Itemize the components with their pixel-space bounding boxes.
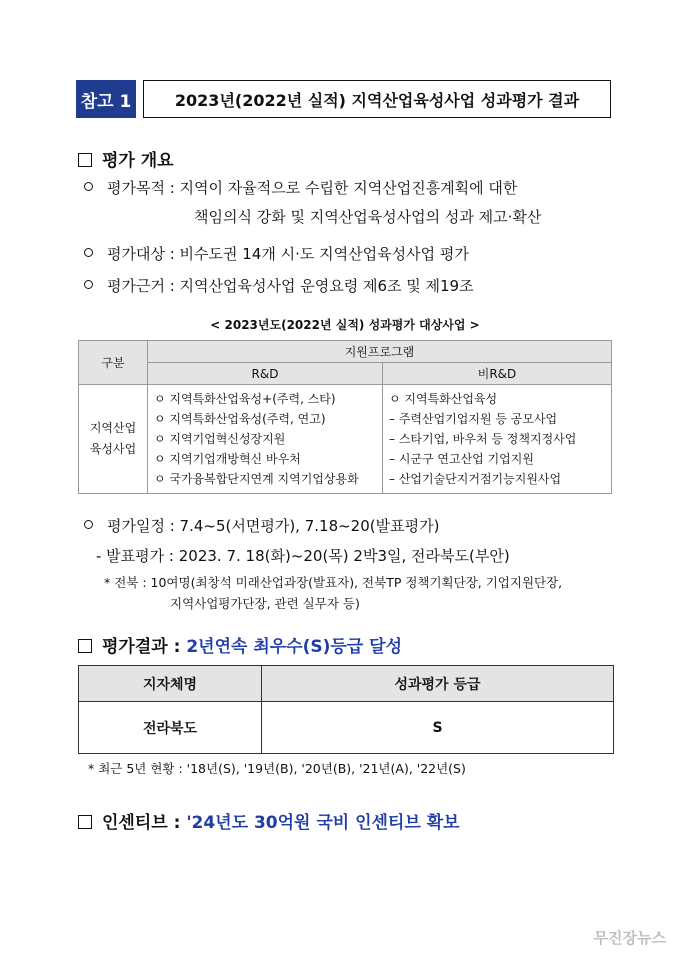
- programs-table: [78, 340, 612, 494]
- circle-bullet-icon: [84, 248, 93, 257]
- attendees-note: * 전북 : 10여명(최창석 미래산업과장(발표자), 전북TP 정책기획단장, 기업지원단장,: [104, 575, 563, 590]
- document-title: 2023년(2022년 실적) 지역산업육성사업 성과평가 결과: [143, 80, 611, 118]
- circle-bullet-icon: [84, 520, 93, 529]
- list-item: – 시군구 연고산업 기업지원: [389, 452, 534, 466]
- list-item: – 주력산업기업지원 등 공모사업: [389, 412, 558, 426]
- purpose-line: 평가목적 : 지역이 자율적으로 수립한 지역산업진흥계획에 대한: [84, 177, 517, 198]
- result-table: [78, 665, 614, 754]
- history-note: * 최근 5년 현황 : '18년(S), '19년(B), '20년(B), '21년(A), '22년(S): [88, 761, 466, 776]
- nonrd-header: 비R&D: [383, 363, 612, 385]
- reference-tag: 참고 1: [76, 80, 136, 118]
- category-header: 구분: [79, 341, 148, 385]
- list-item: ㅇ 국가융복합단지연계 지역기업상용화: [154, 472, 359, 486]
- circle-bullet-icon: [84, 280, 93, 289]
- incentive-heading: 인센티브 : '24년도 30억원 국비 인센티브 확보: [78, 808, 460, 833]
- presentation-line: - 발표평가 : 2023. 7. 18(화)~20(목) 2박3일, 전라북도(부안): [96, 547, 510, 565]
- attendees-note-2: 지역사업평가단장, 관련 실무자 등): [170, 596, 360, 611]
- rd-program-list: [148, 385, 383, 494]
- list-item: – 스타기업, 바우처 등 정책지정사업: [389, 432, 577, 446]
- overview-heading: 평가 개요: [78, 146, 174, 171]
- region-cell: 전라북도: [79, 702, 262, 754]
- result-heading: 평가결과 : 2년연속 최우수(S)등급 달성: [78, 632, 402, 657]
- grade-cell: S: [262, 702, 614, 754]
- table-caption: < 2023년도(2022년 실적) 성과평가 대상사업 >: [210, 318, 480, 332]
- basis-line: 평가근거 : 지역산업육성사업 운영요령 제6조 및 제19조: [84, 275, 474, 296]
- checkbox-square-icon: [78, 815, 92, 829]
- list-item: – 산업기술단지거점기능지원사업: [389, 472, 562, 486]
- checkbox-square-icon: [78, 639, 92, 653]
- list-item: ㅇ 지역특화산업육성(주력, 연고): [154, 412, 326, 426]
- grade-header: 성과평가 등급: [262, 666, 614, 702]
- schedule-line: 평가일정 : 7.4~5(서면평가), 7.18~20(발표평가): [84, 515, 439, 536]
- program-header: 지원프로그램: [148, 341, 612, 363]
- list-item: ㅇ 지역기업혁신성장지원: [154, 432, 286, 446]
- row-label: 지역산업 육성사업: [79, 385, 148, 494]
- result-highlight: 2년연속 최우수(S)등급 달성: [186, 637, 402, 657]
- list-item: ㅇ 지역기업개방혁신 바우처: [154, 452, 301, 466]
- region-header: 지자체명: [79, 666, 262, 702]
- circle-bullet-icon: [84, 182, 93, 191]
- purpose-line-2: 책임의식 강화 및 지역산업육성사업의 성과 제고·확산: [194, 208, 542, 226]
- watermark-logo: 무진장뉴스: [593, 929, 666, 947]
- checkbox-square-icon: [78, 153, 92, 167]
- list-item: ㅇ 지역특화산업육성: [389, 392, 498, 406]
- nonrd-program-list: [383, 385, 612, 494]
- target-line: 평가대상 : 비수도권 14개 시·도 지역산업육성사업 평가: [84, 243, 469, 264]
- incentive-highlight: '24년도 30억원 국비 인센티브 확보: [186, 813, 460, 833]
- rd-header: R&D: [148, 363, 383, 385]
- list-item: ㅇ 지역특화산업육성+(주력, 스타): [154, 392, 336, 406]
